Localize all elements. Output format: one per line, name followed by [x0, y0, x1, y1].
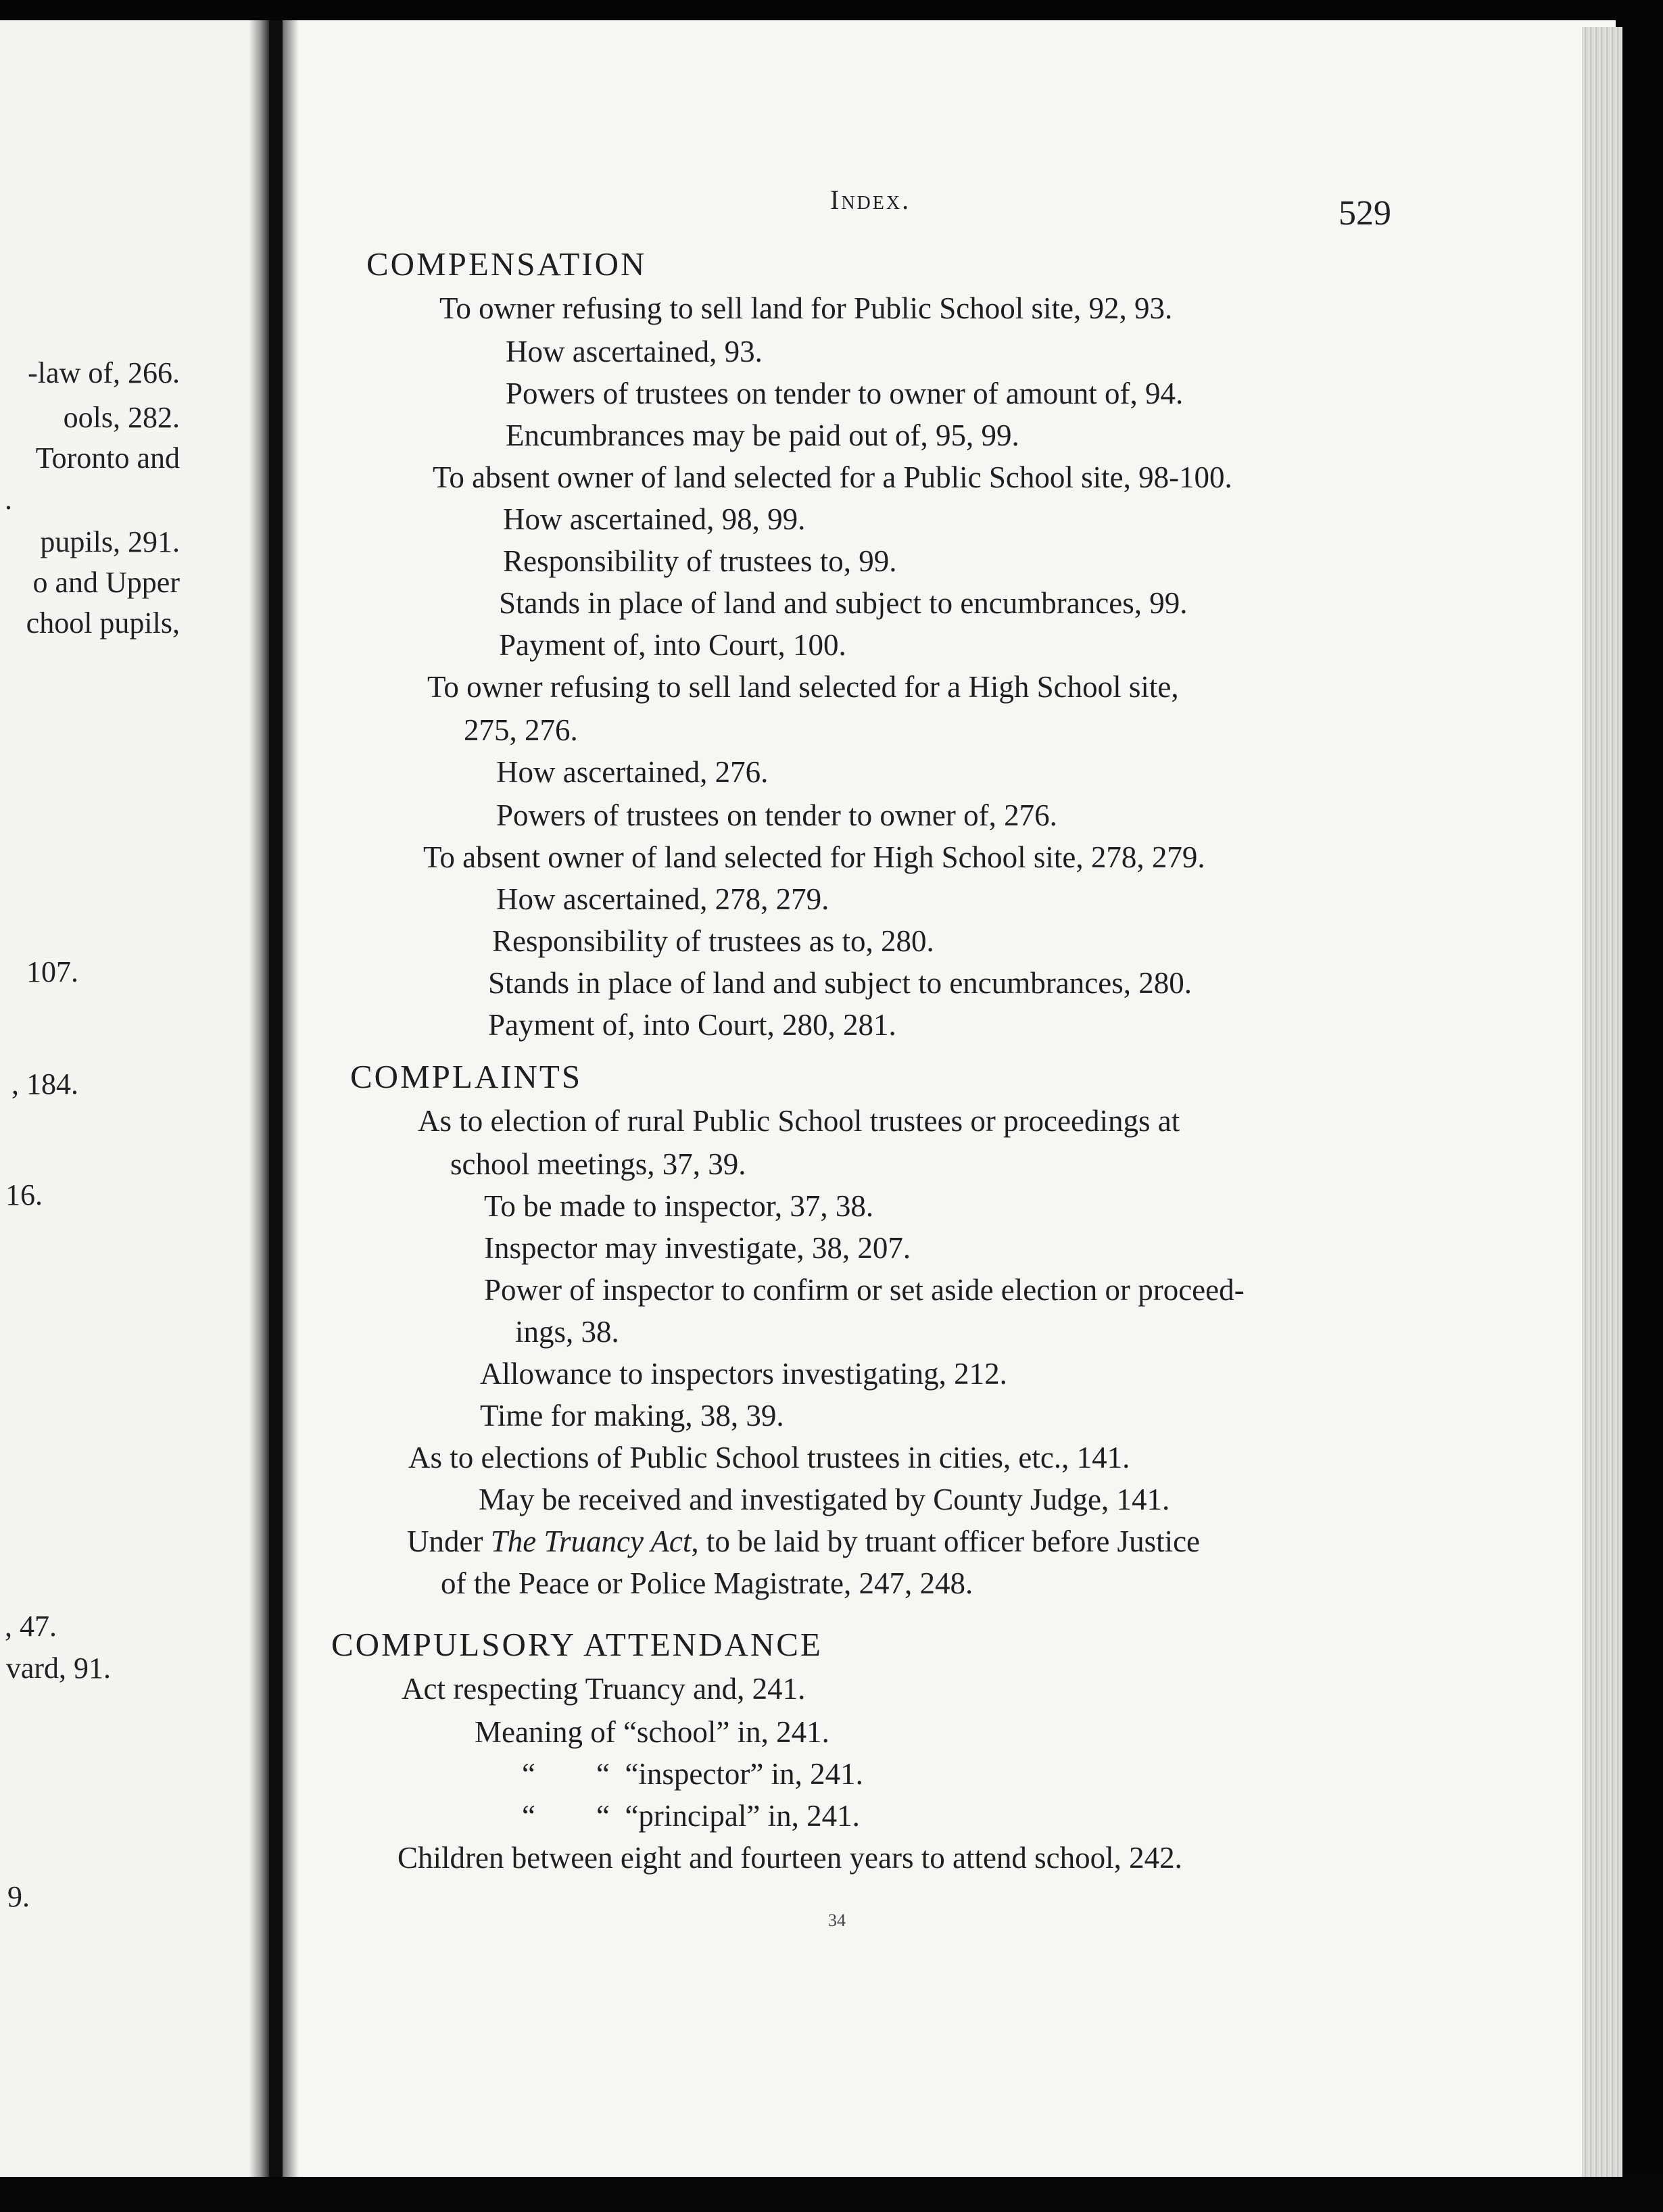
index-subentry: Meaning of “school” in, 241.	[475, 1715, 829, 1749]
left-fragment: 107.	[26, 955, 78, 988]
index-entry: As to elections of Public School trustees in cities, etc., 141.	[408, 1441, 1130, 1474]
left-fragment: .	[5, 483, 12, 516]
index-subentry: How ascertained, 278, 279.	[496, 882, 829, 916]
index-heading-complaints: COMPLAINTS	[350, 1058, 583, 1095]
index-entry-continuation: school meetings, 37, 39.	[450, 1147, 746, 1181]
index-entry: Children between eight and fourteen years to attend school, 242.	[397, 1841, 1182, 1875]
index-subentry: Payment of, into Court, 280, 281.	[488, 1008, 896, 1042]
scan-border-bottom	[0, 2177, 1663, 2212]
index-subentry: Responsibility of trustees as to, 280.	[492, 924, 934, 958]
signature-mark: 34	[828, 1910, 846, 1930]
left-fragment: vard, 91.	[5, 1652, 111, 1685]
index-subentry: Payment of, into Court, 100.	[499, 628, 846, 662]
running-head: Index.	[830, 185, 911, 215]
index-subentry: Power of inspector to confirm or set aside election or proceed-	[484, 1273, 1245, 1307]
scan-border-right	[1622, 20, 1663, 2177]
act-title: The Truancy Act	[490, 1524, 692, 1558]
index-subentry: To be made to inspector, 37, 38.	[484, 1189, 874, 1223]
index-entry: To owner refusing to sell land selected for a High School site,	[427, 670, 1179, 704]
right-page-gutter-shadow	[283, 20, 299, 2177]
index-subentry: Allowance to inspectors investigating, 212.	[480, 1357, 1007, 1391]
index-entry: Act respecting Truancy and, 241.	[402, 1672, 806, 1706]
index-entry: To absent owner of land selected for High School site, 278, 279.	[423, 840, 1205, 874]
index-subentry: Stands in place of land and subject to encumbrances, 99.	[499, 586, 1188, 620]
book-spine	[269, 20, 283, 2177]
index-entry-continuation: 275, 276.	[464, 713, 578, 747]
left-fragment: 16.	[5, 1178, 43, 1211]
index-heading-compensation: COMPENSATION	[366, 245, 647, 283]
left-fragment: 9.	[7, 1880, 30, 1913]
left-fragment: Toronto and	[35, 441, 180, 475]
index-subentry: “ “ “inspector” in, 241.	[522, 1757, 863, 1791]
index-subentry: How ascertained, 98, 99.	[503, 502, 806, 536]
left-facing-page	[0, 20, 269, 2177]
left-page-gutter-shadow	[249, 20, 269, 2177]
page-number: 529	[1339, 194, 1391, 233]
index-entry: To owner refusing to sell land for Public School site, 92, 93.	[439, 291, 1173, 325]
left-fragment: , 47.	[5, 1610, 57, 1643]
left-fragment: pupils, 291.	[40, 525, 180, 558]
left-fragment: ools, 282.	[63, 401, 180, 434]
index-subentry: Powers of trustees on tender to owner of, 276.	[496, 798, 1057, 832]
index-subentry: Inspector may investigate, 38, 207.	[484, 1231, 911, 1265]
index-entry: As to election of rural Public School trustees or proceedings at	[418, 1104, 1180, 1138]
index-subentry: How ascertained, 276.	[496, 755, 769, 789]
page-edges	[1582, 27, 1622, 2177]
index-subentry: “ “ “principal” in, 241.	[522, 1799, 860, 1833]
left-fragment: , 184.	[11, 1067, 78, 1101]
index-subentry: Responsibility of trustees to, 99.	[503, 544, 897, 578]
index-subentry: May be received and investigated by County Judge, 141.	[479, 1483, 1170, 1516]
index-entry-continuation: of the Peace or Police Magistrate, 247, 248.	[441, 1566, 973, 1600]
index-heading-compulsory-attendance: COMPULSORY ATTENDANCE	[331, 1626, 823, 1663]
index-subentry: How ascertained, 93.	[506, 335, 763, 368]
index-subentry: Stands in place of land and subject to encumbrances, 280.	[488, 966, 1192, 1000]
left-fragment: -law of, 266.	[28, 356, 180, 389]
left-fragment: o and Upper	[32, 566, 180, 599]
index-entry: To absent owner of land selected for a Public School site, 98-100.	[433, 460, 1232, 494]
left-fragment: chool pupils,	[26, 606, 180, 640]
index-subentry-continuation: ings, 38.	[515, 1315, 619, 1349]
index-entry: Under The Truancy Act, to be laid by truant officer before Justice	[407, 1524, 1201, 1558]
index-subentry: Encumbrances may be paid out of, 95, 99.	[506, 418, 1019, 452]
index-subentry: Time for making, 38, 39.	[480, 1399, 784, 1433]
index-subentry: Powers of trustees on tender to owner of amount of, 94.	[506, 377, 1184, 410]
